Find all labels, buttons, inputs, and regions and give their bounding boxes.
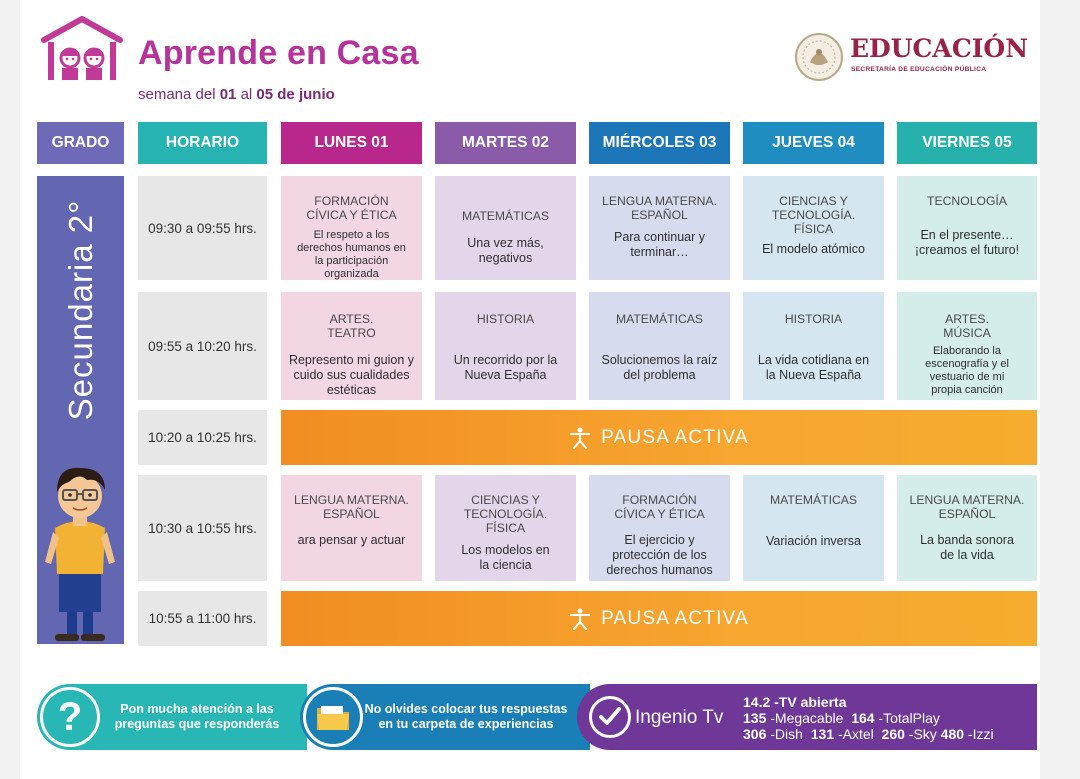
pausa-activa-banner	[281, 591, 1037, 646]
pausa-activa-banner	[281, 410, 1037, 465]
class-subject: CIENCIAS Y TECNOLOGÍA. FÍSICA	[771, 194, 856, 236]
header-martes: MARTES 02	[435, 122, 576, 164]
time-slot-5: 10:55 a 11:00 hrs.	[138, 591, 267, 646]
class-cell	[743, 176, 884, 280]
folder-icon	[303, 687, 363, 747]
class-subject: LENGUA MATERNA. ESPAÑOL	[294, 493, 409, 521]
class-topic: Los modelos en la ciencia	[461, 543, 550, 572]
time-slot-4: 10:30 a 10:55 hrs.	[138, 475, 267, 581]
class-cell	[589, 475, 730, 581]
tip-attention-text: Pon mucha atención a las preguntas que responderás	[114, 702, 280, 731]
class-cell	[743, 292, 884, 400]
class-cell	[897, 176, 1037, 280]
class-cell	[435, 475, 576, 581]
tv-abierta: 14.2 -TV abierta	[743, 694, 847, 710]
class-cell	[589, 176, 730, 280]
class-topic: ara pensar y actuar	[297, 533, 406, 547]
class-cell	[897, 475, 1037, 581]
class-cell	[281, 292, 422, 400]
pausa-activa-label: PAUSA ACTIVA	[601, 426, 749, 448]
grade-column	[37, 176, 124, 644]
pausa-activa-label: PAUSA ACTIVA	[601, 607, 749, 629]
tv-cable-line-2: 306 -Dish 131 -Axtel 260 -Sky 480 -Izzi	[743, 726, 994, 742]
class-subject: MATEMÁTICAS	[461, 209, 550, 223]
class-cell	[435, 176, 576, 280]
header-miercoles: MIÉRCOLES 03	[589, 122, 730, 164]
class-subject: HISTORIA	[476, 312, 535, 326]
class-topic: Solucionemos la raíz del problema	[601, 353, 718, 382]
class-subject: FORMACIÓN CÍVICA Y ÉTICA	[614, 493, 705, 521]
national-seal-icon	[794, 32, 844, 82]
header-horario: HORARIO	[138, 122, 267, 164]
class-topic: Represento mi guion y cuido sus cualidades estéticas	[288, 353, 415, 397]
class-topic: Para continuar y terminar…	[613, 230, 706, 259]
class-cell	[435, 292, 576, 400]
check-icon	[589, 696, 631, 738]
stretching-person-icon	[569, 608, 591, 630]
header-jueves: JUEVES 04	[743, 122, 884, 164]
ingenio-tv-brand: Ingenio Tv	[635, 707, 724, 728]
sep-subtitle: SECRETARÍA DE EDUCACIÓN PÚBLICA	[851, 66, 987, 73]
class-topic: En el presente… ¡creamos el futuro!	[914, 228, 1020, 257]
week-subtitle: semana del 01 al 05 de junio	[138, 86, 335, 103]
page-title: Aprende en Casa	[138, 34, 419, 72]
class-subject: LENGUA MATERNA. ESPAÑOL	[909, 493, 1025, 521]
class-subject: ARTES. TEATRO	[327, 312, 376, 340]
question-icon: ?	[40, 687, 100, 747]
tip-folder-text: No olvides colocar tus respuestas en tu carpeta de experiencias	[364, 702, 568, 731]
class-topic: El modelo atómico	[762, 242, 865, 256]
class-cell	[897, 292, 1037, 400]
time-slot-2: 09:55 a 10:20 hrs.	[138, 292, 267, 400]
class-topic: Elaborando la escenografía y el vestuario de mi propia canción	[925, 345, 1009, 396]
educacion-title: EDUCACIÓN	[850, 34, 1029, 63]
class-topic: La banda sonora de la vida	[920, 533, 1014, 562]
header-viernes: VIERNES 05	[897, 122, 1037, 164]
class-subject: MATEMÁTICAS	[769, 493, 858, 507]
tip-attention	[37, 684, 307, 750]
class-cell	[281, 176, 422, 280]
class-topic: Un recorrido por la Nueva España	[453, 353, 558, 382]
ingenio-tv-channels	[577, 684, 1037, 750]
house-logo-icon	[40, 16, 124, 82]
class-subject: CIENCIAS Y TECNOLOGÍA. FÍSICA	[463, 493, 548, 535]
header-grado: GRADO	[37, 122, 124, 164]
class-topic: El respeto a los derechos humanos en la participación organizada	[297, 229, 406, 280]
tip-folder	[300, 684, 590, 750]
stretching-person-icon	[569, 427, 591, 449]
header-lunes: LUNES 01	[281, 122, 422, 164]
class-topic: Una vez más, negativos	[467, 236, 544, 265]
class-subject: LENGUA MATERNA. ESPAÑOL	[602, 194, 717, 222]
time-slot-1: 09:30 a 09:55 hrs.	[138, 176, 267, 280]
class-cell	[743, 475, 884, 581]
class-subject: FORMACIÓN CÍVICA Y ÉTICA	[306, 194, 397, 222]
class-topic: Variación inversa	[766, 534, 861, 548]
class-subject: TECNOLOGÍA	[927, 194, 1007, 208]
class-subject: HISTORIA	[784, 312, 843, 326]
class-cell	[589, 292, 730, 400]
time-slot-3: 10:20 a 10:25 hrs.	[138, 410, 267, 465]
class-topic: La vida cotidiana en la Nueva España	[757, 353, 870, 382]
class-cell	[281, 475, 422, 581]
class-topic: El ejercicio y protección de los derechos humanos	[606, 533, 713, 577]
class-subject: MATEMÁTICAS	[615, 312, 704, 326]
tv-cable-line-1: 135 -Megacable 164 -TotalPlay	[743, 710, 940, 726]
class-subject: ARTES. MÚSICA	[943, 312, 991, 340]
grade-label: Secundaria 2°	[62, 199, 99, 421]
student-illustration-icon	[43, 456, 119, 642]
